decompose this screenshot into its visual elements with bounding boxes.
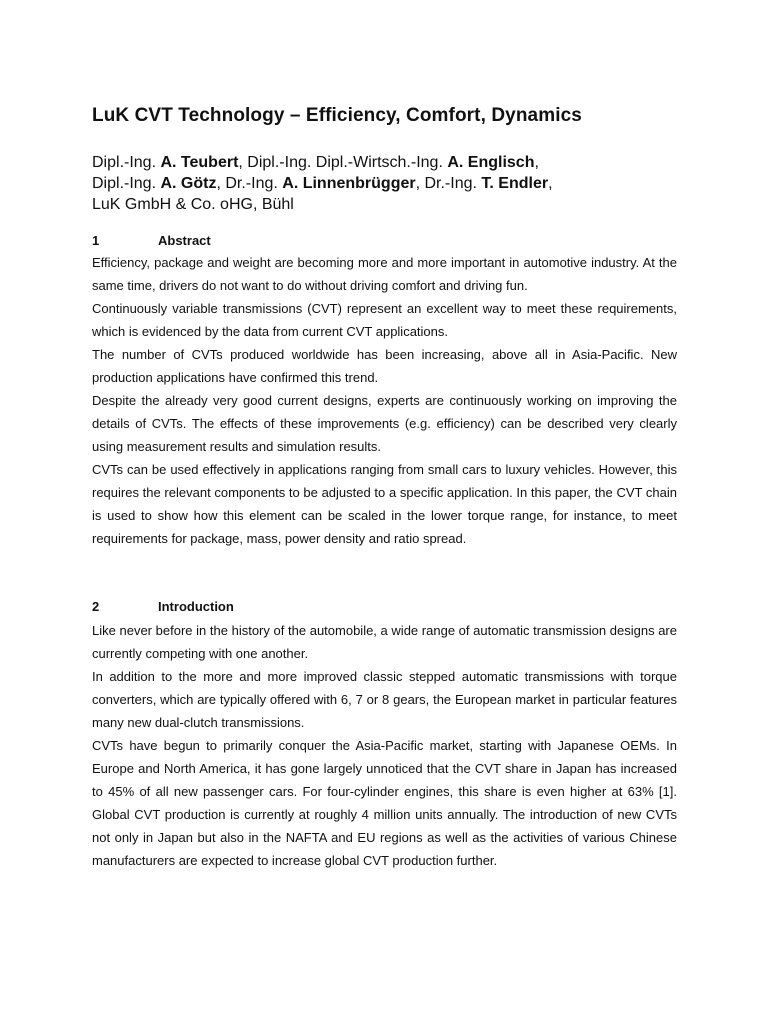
author-line-2 — [92, 173, 553, 194]
author-text: , Dr.-Ing. — [415, 175, 482, 192]
author-block — [92, 152, 553, 215]
paragraph: CVTs can be used effectively in applications ranging from small cars to luxury vehicles. However, this requires the relevant components to be adjusted to a specific application. In this paper, the CVT chain is used to show how this element can be scaled in the lower torque range, for instance, to meet requirements for package, mass, power density and ratio spread. — [92, 462, 677, 546]
paragraph: In addition to the more and more improved classic stepped automatic transmissions with torque converters, which are typically offered with 6, 7 or 8 gears, the European market in particular features many new dual-clutch transmissions. — [92, 669, 677, 730]
section-title: Abstract — [158, 233, 211, 248]
author-name: A. Linnenbrügger — [282, 175, 416, 192]
paragraph: Efficiency, package and weight are becoming more and more important in automotive industry. At the same time, drivers do not want to do without driving comfort and driving fun. — [92, 255, 677, 293]
paragraph: The number of CVTs produced worldwide has been increasing, above all in Asia-Pacific. New production applications have confirmed this trend. — [92, 347, 677, 385]
affiliation: LuK GmbH & Co. oHG, Bühl — [92, 196, 294, 213]
paragraph: Continuously variable transmissions (CVT) represent an excellent way to meet these requirements, which is evidenced by the data from current CVT applications. — [92, 301, 677, 339]
author-name: A. Götz — [160, 175, 217, 192]
section-number: 2 — [92, 599, 100, 614]
section-number: 1 — [92, 233, 100, 248]
author-text: Dipl.-Ing. — [92, 154, 161, 171]
paragraph: Despite the already very good current designs, experts are continuously working on improving the details of CVTs. The effects of these improvements (e.g. efficiency) can be described very clearly using measurement results and simulation results. — [92, 393, 677, 454]
paper-title: LuK CVT Technology – Efficiency, Comfort, Dynamics — [92, 105, 582, 126]
author-line-1 — [92, 152, 553, 173]
author-name: T. Endler — [481, 175, 549, 192]
section-heading-abstract — [92, 233, 211, 248]
paragraph: CVTs have begun to primarily conquer the Asia-Pacific market, starting with Japanese OEMs. In Europe and North America, it has gone largely unnoticed that the CVT share in Japan has increased to 45% of all new passenger cars. For four-cylinder engines, this share is even higher at 63% [1]. Global CVT production is currently at roughly 4 million units annually. The introduction of new CVTs not only in Japan but also in the NAFTA and EU regions as well as the activities of various Chinese manufacturers are expected to increase global CVT production further. — [92, 738, 677, 868]
author-name: A. Englisch — [447, 154, 535, 171]
abstract-body — [92, 251, 677, 550]
section-title: Introduction — [158, 599, 234, 614]
author-text: , Dipl.-Ing. Dipl.-Wirtsch.-Ing. — [238, 154, 448, 171]
author-text: Dipl.-Ing. — [92, 175, 161, 192]
author-text: , — [548, 175, 553, 192]
author-text: , Dr.-Ing. — [216, 175, 283, 192]
author-name: A. Teubert — [160, 154, 239, 171]
author-text: , — [534, 154, 539, 171]
section-heading-introduction — [92, 599, 234, 614]
introduction-body — [92, 619, 677, 872]
paragraph: Like never before in the history of the automobile, a wide range of automatic transmission designs are currently competing with one another. — [92, 623, 677, 661]
